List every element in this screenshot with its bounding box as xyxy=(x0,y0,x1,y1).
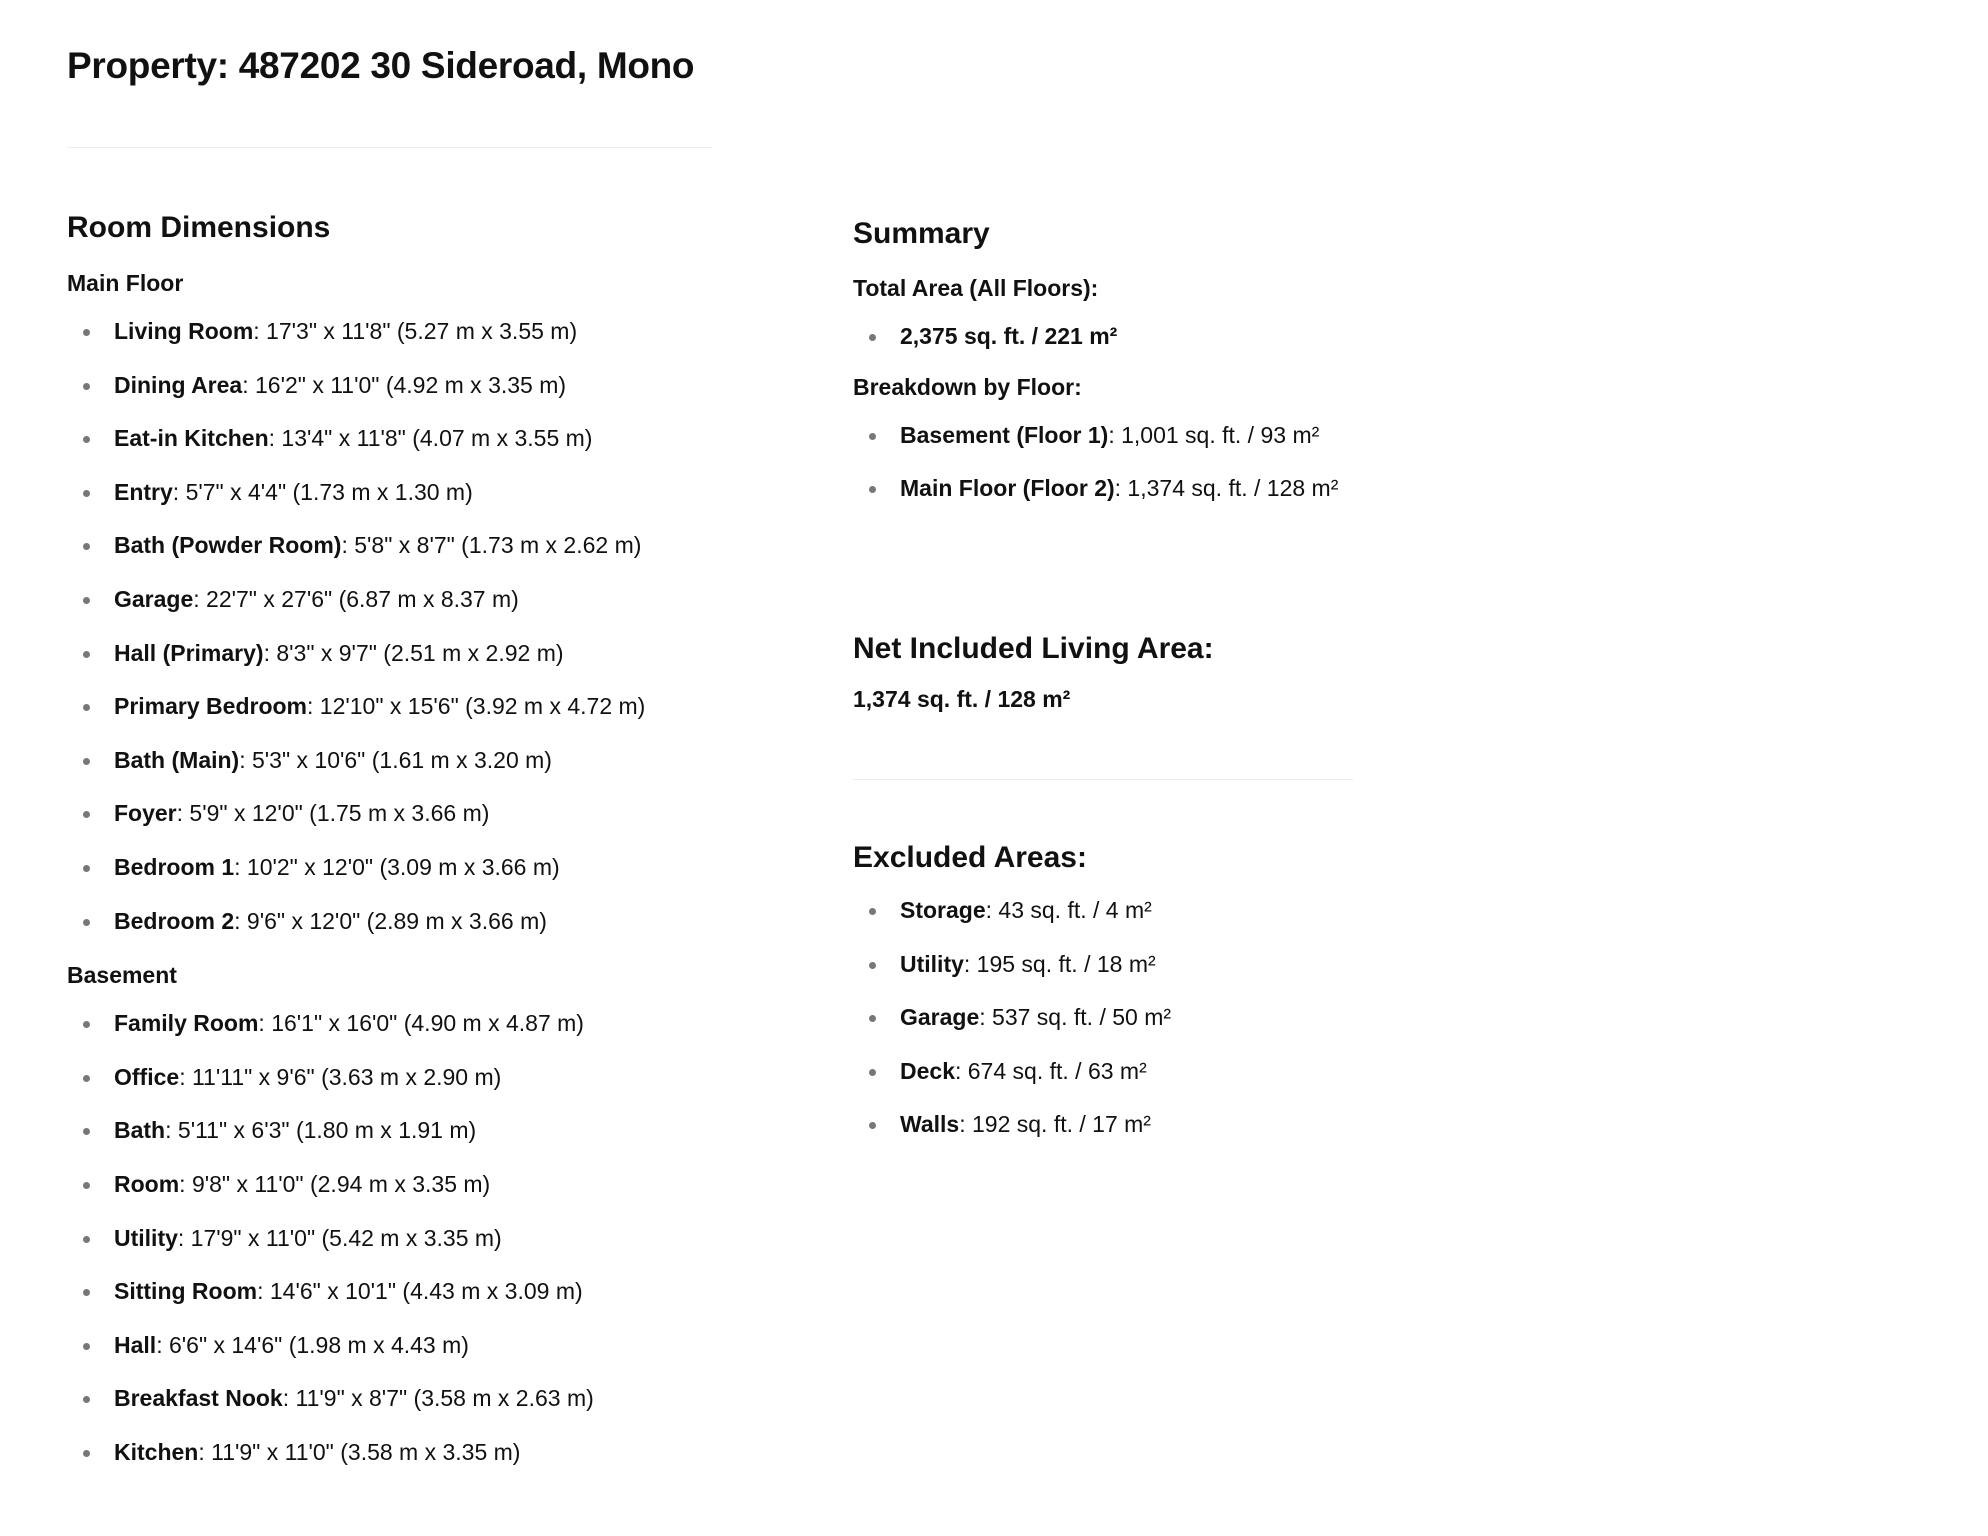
room-dims: : 12'10" x 15'6" (3.92 m x 4.72 m) xyxy=(307,693,646,720)
room-dims: : 11'9" x 8'7" (3.58 m x 2.63 m) xyxy=(282,1385,594,1412)
room-name: Bedroom 1 xyxy=(114,853,235,880)
room-dims: : 16'1" x 16'0" (4.90 m x 4.87 m) xyxy=(258,1010,584,1037)
room-name: Family Room xyxy=(114,1010,259,1037)
summary-heading: Summary xyxy=(853,217,990,250)
net-living-area-value: 1,374 sq. ft. / 128 m² xyxy=(853,686,1071,712)
bullet-icon xyxy=(869,962,876,969)
list-item xyxy=(67,573,787,627)
area-value: : 43 sq. ft. / 4 m² xyxy=(985,897,1152,923)
total-area-value: 2,375 sq. ft. / 221 m² xyxy=(900,323,1118,349)
list-item xyxy=(67,466,787,520)
floor-area: : 1,001 sq. ft. / 93 m² xyxy=(1108,421,1320,448)
list-item xyxy=(67,1212,787,1266)
room-name: Bath xyxy=(114,1117,166,1144)
room-name: Office xyxy=(114,1063,180,1090)
bullet-icon xyxy=(83,865,90,872)
bullet-icon xyxy=(83,1075,90,1082)
room-name: Breakfast Nook xyxy=(114,1385,283,1412)
room-dimensions-section xyxy=(67,206,787,1479)
room-dims: : 16'2" x 11'0" (4.92 m x 3.35 m) xyxy=(242,371,567,398)
bullet-icon xyxy=(869,486,876,493)
list-item xyxy=(67,734,787,788)
room-dims: : 6'6" x 14'6" (1.98 m x 4.43 m) xyxy=(156,1331,469,1358)
area-name: Garage xyxy=(900,1004,980,1031)
floor-name: Basement (Floor 1) xyxy=(900,421,1109,448)
list-item xyxy=(67,1051,787,1105)
room-dims: : 14'6" x 10'1" (4.43 m x 3.09 m) xyxy=(257,1278,583,1305)
room-name: Bedroom 2 xyxy=(114,907,235,934)
list-item xyxy=(67,519,787,573)
room-dims: : 8'3" x 9'7" (2.51 m x 2.92 m) xyxy=(263,639,564,666)
area-value: : 537 sq. ft. / 50 m² xyxy=(979,1004,1172,1031)
bullet-icon xyxy=(83,1289,90,1296)
list-item xyxy=(853,884,1353,938)
room-name: Garage xyxy=(114,585,194,612)
bullet-icon xyxy=(83,329,90,336)
list-item xyxy=(67,1265,787,1319)
area-value: : 195 sq. ft. / 18 m² xyxy=(963,950,1156,977)
list-item xyxy=(67,841,787,895)
room-dims: : 10'2" x 12'0" (3.09 m x 3.66 m) xyxy=(234,853,560,880)
bullet-icon xyxy=(83,1128,90,1135)
room-dims: : 9'8" x 11'0" (2.94 m x 3.35 m) xyxy=(179,1170,491,1197)
area-value: : 674 sq. ft. / 63 m² xyxy=(954,1057,1147,1084)
excluded-areas-list xyxy=(853,884,1353,1152)
room-name: Bath (Powder Room) xyxy=(114,532,342,559)
list-item xyxy=(853,938,1353,992)
list-item xyxy=(67,1158,787,1212)
list-item xyxy=(67,1372,787,1426)
room-name: Sitting Room xyxy=(114,1278,258,1305)
bullet-icon xyxy=(83,383,90,390)
list-item xyxy=(853,1098,1353,1152)
room-dims: : 17'9" x 11'0" (5.42 m x 3.35 m) xyxy=(177,1224,502,1251)
list-item xyxy=(853,991,1353,1045)
main-floor-room-list xyxy=(67,305,787,948)
basement-heading: Basement xyxy=(67,962,177,989)
room-name: Foyer xyxy=(114,800,177,827)
list-item xyxy=(853,1045,1353,1099)
room-dims: : 5'7" x 4'4" (1.73 m x 1.30 m) xyxy=(172,478,473,505)
area-name: Storage xyxy=(900,897,986,923)
list-item xyxy=(67,1104,787,1158)
list-item xyxy=(67,997,787,1051)
area-value: : 192 sq. ft. / 17 m² xyxy=(959,1111,1151,1138)
list-item xyxy=(67,1426,787,1480)
bullet-icon xyxy=(83,1396,90,1403)
room-dimensions-heading: Room Dimensions xyxy=(67,211,331,244)
bullet-icon xyxy=(83,919,90,926)
room-dims: : 13'4" x 11'8" (4.07 m x 3.55 m) xyxy=(268,425,593,452)
floor-name: Main Floor (Floor 2) xyxy=(900,475,1115,502)
room-name: Room xyxy=(114,1170,180,1197)
list-item xyxy=(67,359,787,413)
area-name: Walls xyxy=(900,1111,960,1138)
bullet-icon xyxy=(83,436,90,443)
room-name: Living Room xyxy=(114,318,254,344)
bullet-icon xyxy=(83,597,90,604)
room-dims: : 11'9" x 11'0" (3.58 m x 3.35 m) xyxy=(198,1438,521,1465)
bullet-icon xyxy=(83,704,90,711)
room-dims: : 5'8" x 8'7" (1.73 m x 2.62 m) xyxy=(341,532,642,559)
bullet-icon xyxy=(83,1021,90,1028)
bullet-icon xyxy=(83,1236,90,1243)
excluded-areas-section xyxy=(853,836,1353,1152)
floor-area: : 1,374 sq. ft. / 128 m² xyxy=(1114,475,1339,502)
room-name: Hall (Primary) xyxy=(114,639,264,666)
list-item xyxy=(67,627,787,681)
bullet-icon xyxy=(83,758,90,765)
room-dims: : 11'11" x 9'6" (3.63 m x 2.90 m) xyxy=(179,1063,502,1090)
room-name: Bath (Main) xyxy=(114,746,240,773)
room-name: Utility xyxy=(114,1224,178,1251)
bullet-icon xyxy=(83,811,90,818)
total-area-list xyxy=(853,310,1353,364)
room-name: Entry xyxy=(114,478,173,505)
bullet-icon xyxy=(869,1015,876,1022)
room-dims: : 9'6" x 12'0" (2.89 m x 3.66 m) xyxy=(234,907,547,934)
bullet-icon xyxy=(83,651,90,658)
room-dims: : 5'11" x 6'3" (1.80 m x 1.91 m) xyxy=(165,1117,477,1144)
room-name: Primary Bedroom xyxy=(114,693,308,720)
bullet-icon xyxy=(869,908,876,915)
bullet-icon xyxy=(869,334,876,341)
bullet-icon xyxy=(83,1343,90,1350)
bullet-icon xyxy=(83,1450,90,1457)
list-item xyxy=(853,310,1353,364)
net-living-area-heading: Net Included Living Area: xyxy=(853,632,1214,665)
main-floor-heading: Main Floor xyxy=(67,270,184,296)
list-item xyxy=(853,462,1353,516)
breakdown-list xyxy=(853,409,1353,516)
list-item xyxy=(67,305,787,359)
summary-divider xyxy=(853,779,1353,780)
room-dims: : 17'3" x 11'8" (5.27 m x 3.55 m) xyxy=(253,318,578,344)
room-dims: : 5'3" x 10'6" (1.61 m x 3.20 m) xyxy=(239,746,552,773)
list-item xyxy=(67,412,787,466)
summary-section xyxy=(853,212,1353,516)
bullet-icon xyxy=(83,543,90,550)
title-divider xyxy=(67,147,712,148)
area-name: Utility xyxy=(900,950,964,977)
list-item xyxy=(853,409,1353,463)
room-name: Kitchen xyxy=(114,1438,199,1465)
room-dims: : 5'9" x 12'0" (1.75 m x 3.66 m) xyxy=(176,800,490,827)
list-item xyxy=(67,895,787,949)
excluded-areas-heading: Excluded Areas: xyxy=(853,841,1087,874)
bullet-icon xyxy=(869,1069,876,1076)
total-area-heading: Total Area (All Floors): xyxy=(853,275,1099,301)
bullet-icon xyxy=(869,1122,876,1129)
breakdown-heading: Breakdown by Floor: xyxy=(853,373,1082,400)
area-name: Deck xyxy=(900,1057,955,1084)
basement-room-list xyxy=(67,997,787,1479)
room-name: Hall xyxy=(114,1331,157,1358)
bullet-icon xyxy=(869,433,876,440)
page-title: Property: 487202 30 Sideroad, Mono xyxy=(67,45,695,86)
bullet-icon xyxy=(83,490,90,497)
bullet-icon xyxy=(83,1182,90,1189)
room-dims: : 22'7" x 27'6" (6.87 m x 8.37 m) xyxy=(193,585,519,612)
list-item xyxy=(67,1319,787,1373)
room-name: Eat-in Kitchen xyxy=(114,425,269,452)
list-item xyxy=(67,680,787,734)
list-item xyxy=(67,787,787,841)
room-name: Dining Area xyxy=(114,371,243,398)
